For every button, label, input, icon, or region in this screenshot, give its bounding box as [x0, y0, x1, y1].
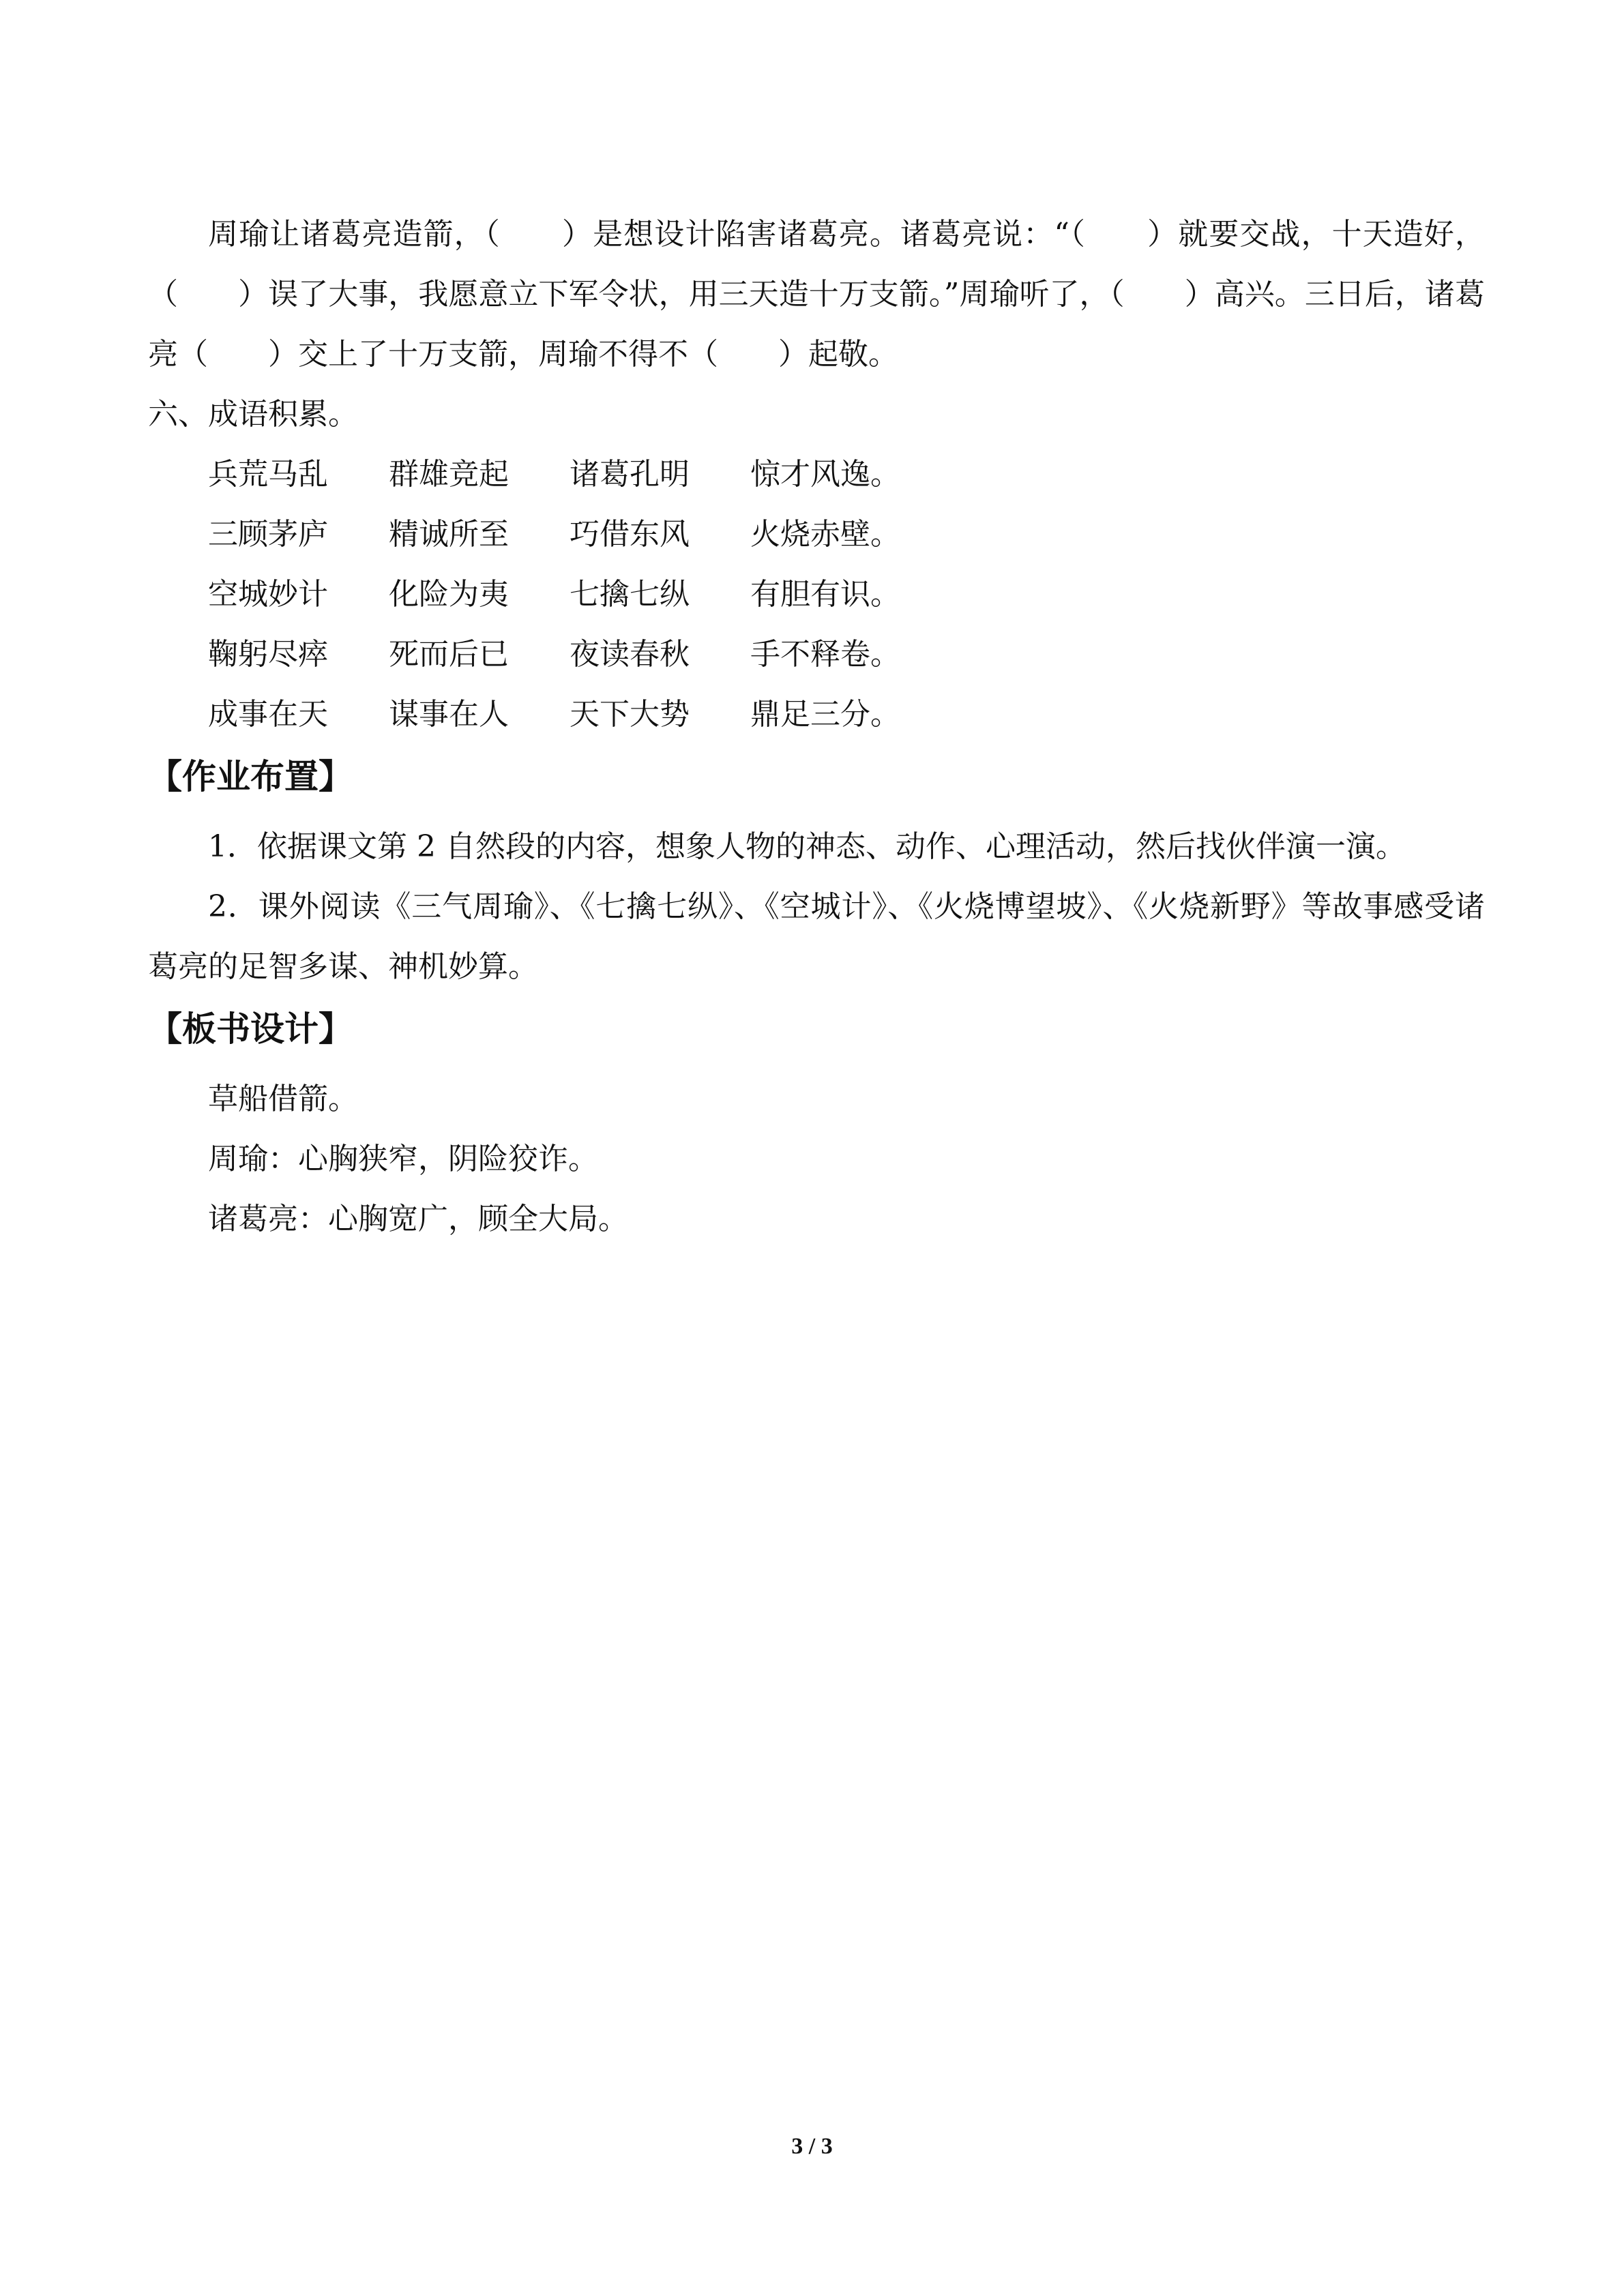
homework-item: 1．依据课文第 2 自然段的内容，想象人物的神态、动作、心理活动，然后找伙伴演一演。 — [208, 829, 1406, 864]
board-line: 周瑜：心胸狭窄，阴险狡诈。 — [208, 1142, 598, 1176]
fill-in-blank-paragraph: 周瑜让诸葛亮造箭，（ ）是想设计陷害诸葛亮。诸葛亮说：“（ ）就要交战，十天造好，（ ）误了大事，我愿意立下军令状，用三天造十万支箭。”周瑜听了，（ ）高兴。三日后，诸葛亮（ ）交上了十万支箭，周瑜不得不（ ）起敬。 — [148, 217, 1485, 372]
idiom: 惊才风逸。 — [750, 457, 900, 492]
idiom: 三顾茅庐 — [208, 517, 328, 552]
idiom: 鞠躬尽瘁 — [208, 637, 328, 672]
idiom: 空城妙计 — [208, 577, 328, 612]
idiom-row — [148, 685, 1485, 745]
idiom: 成事在天 — [208, 697, 328, 732]
idiom-row — [148, 445, 1485, 505]
board-design-heading: 【板书设计】 — [148, 1009, 353, 1049]
idiom: 精诚所至 — [389, 517, 509, 552]
idiom: 谋事在人 — [389, 697, 509, 732]
idiom: 手不释卷。 — [750, 637, 900, 672]
idiom: 巧借东风 — [570, 517, 690, 552]
homework-heading: 【作业布置】 — [148, 757, 353, 796]
idiom-row — [148, 625, 1485, 685]
board-line: 草船借箭。 — [208, 1082, 358, 1116]
idiom-row — [148, 565, 1485, 625]
idiom-row — [148, 505, 1485, 565]
idiom: 鼎足三分。 — [750, 697, 900, 732]
idiom: 兵荒马乱 — [208, 457, 328, 492]
idiom: 群雄竞起 — [389, 457, 509, 492]
page-number: 3 / 3 — [791, 2134, 833, 2159]
section-six-title: 六、成语积累。 — [148, 397, 358, 432]
idiom: 天下大势 — [570, 697, 690, 732]
board-line: 诸葛亮：心胸宽广，顾全大局。 — [208, 1202, 628, 1236]
idiom: 化险为夷 — [389, 577, 509, 612]
idiom: 有胆有识。 — [750, 577, 900, 612]
spacer — [148, 809, 1485, 817]
homework-item: 2．课外阅读《三气周瑜》、《七擒七纵》、《空城计》、《火烧博望坡》、《火烧新野》等故事感受诸葛亮的足智多谋、神机妙算。 — [148, 889, 1485, 984]
idiom: 诸葛孔明 — [570, 457, 690, 492]
page-content — [148, 205, 1485, 1249]
idiom: 死而后已 — [389, 637, 509, 672]
spacer — [148, 1061, 1485, 1069]
idiom: 七擒七纵 — [570, 577, 690, 612]
idiom-list — [148, 445, 1485, 745]
idiom: 火烧赤壁。 — [750, 517, 900, 552]
idiom: 夜读春秋 — [570, 637, 690, 672]
